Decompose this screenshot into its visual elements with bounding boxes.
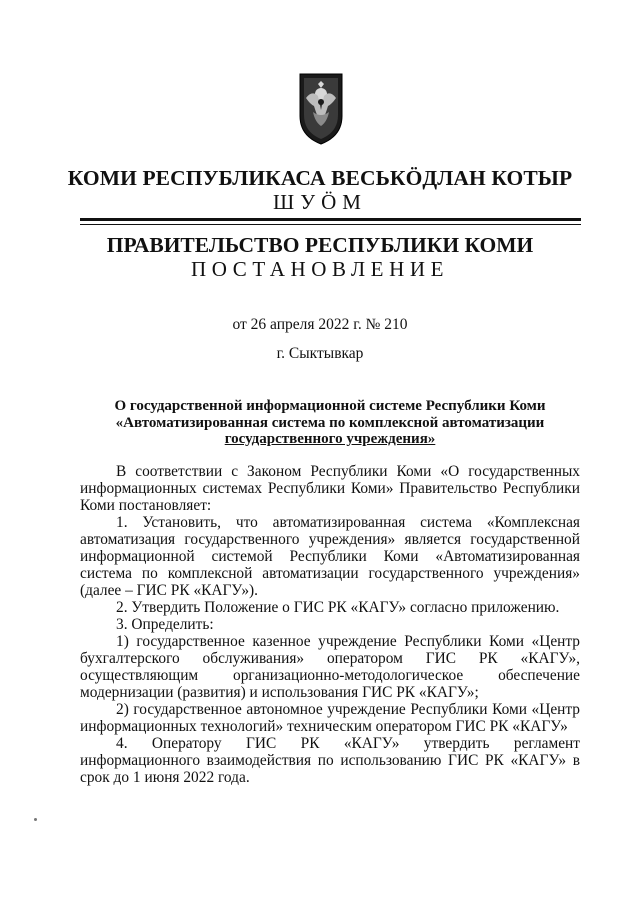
- komi-government-heading: КОМИ РЕСПУБЛИКАСА ВЕСЬКӦДЛАН КОТЫР: [67, 166, 573, 190]
- clause-4: 4. Оператору ГИС РК «КАГУ» утвердить регламент информационного взаимодействия по использованию ГИС РК «КАГУ» в срок до 1 июня 2022 года.: [80, 735, 580, 786]
- russian-document-type: ПОСТАНОВЛЕНИЕ: [190, 257, 450, 281]
- title-line-2: «Автоматизированная система по комплексной автоматизации: [115, 414, 545, 431]
- title-line-3: государственного учреждения»: [224, 431, 436, 447]
- clause-3-item-1: 1) государственное казенное учреждение Республики Коми «Центр бухгалтерского обслуживания» оператором ГИС РК «КАГУ», осуществляющим организационно-методологическое обеспечение модернизации (развития) и использования ГИС РК «КАГУ»;: [80, 633, 580, 701]
- coat-of-arms-emblem: [298, 72, 344, 146]
- clause-3: 3. Определить:: [116, 616, 214, 633]
- intro-paragraph: В соответствии с Законом Республики Коми «О государственных информационных системах Республики Коми» Правительство Республики Коми постановляет:: [80, 463, 580, 514]
- document-body: [80, 463, 580, 786]
- clause-2: 2. Утвердить Положение о ГИС РК «КАГУ» согласно приложению.: [116, 599, 560, 616]
- header-divider-thick: [80, 218, 581, 221]
- document-date-number: от 26 апреля 2022 г. № 210: [232, 316, 408, 333]
- header-divider-thin: [80, 224, 581, 225]
- russian-government-heading: ПРАВИТЕЛЬСТВО РЕСПУБЛИКИ КОМИ: [106, 233, 534, 257]
- document-title: [80, 398, 580, 448]
- clause-1: 1. Установить, что автоматизированная система «Комплексная автоматизация государственного учреждения» является государственной информационной системой Республики Коми «Автоматизированная система по комплексной автоматизации государственного учреждения» (далее – ГИС РК «КАГУ»).: [80, 514, 580, 599]
- document-city: г. Сыктывкар: [276, 345, 364, 362]
- clause-3-item-2: 2) государственное автономное учреждение Республики Коми «Центр информационных технологий» техническим оператором ГИС РК «КАГУ»: [80, 701, 580, 735]
- title-line-1: О государственной информационной системе Республики Коми: [114, 398, 546, 414]
- komi-document-type: ШУӦМ: [273, 190, 367, 214]
- scan-speck: [34, 818, 37, 821]
